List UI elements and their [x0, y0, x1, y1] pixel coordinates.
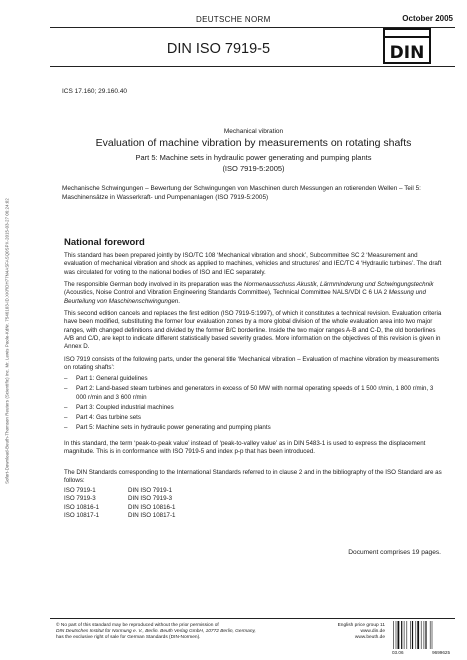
table-row: ISO 7919-3 DIN ISO 7919-3 — [64, 495, 173, 503]
table-row: ISO 10816-1 DIN ISO 10816-1 — [64, 503, 176, 511]
barcode-numbers — [392, 650, 450, 655]
responsible-body-intro: The responsible German body involved in its preparation was the — [64, 281, 244, 288]
footer-rule — [50, 618, 455, 619]
list-item: – Part 3: Coupled industrial machines — [64, 403, 174, 411]
table-row: ISO 7919-1 DIN ISO 7919-1 — [64, 487, 173, 494]
page-count: Document comprises 19 pages. — [348, 549, 441, 556]
ics-code: ICS 17.160; 29.160.40 — [62, 88, 128, 95]
part-title: Part 5: Machine sets in hydraulic power generating and pumping plants — [135, 153, 372, 162]
copyright-notice: © No part of this standard may be reproduced without the prior permission of DIN Deutsches Institut für Normung e. V., Berlin. Beuth Verlag GmbH, 10772 Berlin, Germany, has the exclusive right of sale for German Standards (DIN-Normen). — [56, 623, 256, 640]
order-number: 9699625 — [432, 650, 450, 655]
foreword-paragraph-5: In this standard, the term ‘peak-to-peak value’ instead of ‘peak-to-valley value’ as in DIN 5483-1 is used to express the displacement magnitude. This is in conformance with ISO 7919-5 and index p-p that has been introduced. — [64, 440, 426, 456]
din-logo-text: DIN — [389, 43, 425, 63]
table-row: ISO 10817-1 DIN ISO 10817-1 — [64, 511, 176, 519]
german-title: Mechanische Schwingungen – Bewertung der Schwingungen von Maschinen durch Messungen an rotierenden Wellen – Teil 5: Maschinensätze in Wasserkraft- und Pumpenanlagen (ISO 7919-5:2005) — [62, 185, 421, 201]
standard-type-label: DEUTSCHE NORM — [196, 15, 271, 24]
download-watermark — [2, 68, 12, 613]
header-bottom-rule — [50, 66, 455, 67]
barcode — [392, 621, 450, 649]
national-foreword-heading: National foreword — [64, 237, 145, 248]
beuth-url[interactable]: www.beuth.de — [354, 635, 385, 640]
edition-code: 03.06 — [392, 650, 404, 655]
din-url[interactable]: www.din.de — [360, 629, 385, 634]
iso-reference: (ISO 7919-5:2005) — [222, 164, 285, 173]
subject-heading: Mechanical vibration — [223, 128, 284, 135]
foreword-paragraph-2 — [64, 281, 445, 306]
din-logo — [383, 28, 431, 64]
list-item: – Part 1: General guidelines — [64, 375, 148, 382]
document-title: Evaluation of machine vibration by measurements on rotating shafts — [95, 137, 412, 149]
foreword-paragraph-3: This second edition cancels and replaces the first edition (ISO 7919-5:1997), of which it constitutes a technical revision. Evaluation criteria have been modified, substituting the former four evaluation zones by a more global division of the whole evaluation area into two major ranges, with changed definitions and divided by the former B/C borderline. Inside the two major ranges A-B and C-D, the old borderlines A/B and C/D, are kept to indicate different statistically based severity grades. More information on the objectives of this revision is given in Annex D. — [64, 310, 442, 351]
list-item: – Part 2: Land-based steam turbines and generators in excess of 50 MW with normal operating speeds of 1 500 r/min, 1 800 r/min, 3 000 r/min and 3 600 r/min — [64, 385, 434, 401]
download-watermark-text: Sofort-Download-Beuth-Thomson Reuters (Scientific) Inc. Mr. Lewis Poole-KdNr. 7546103-ID.XKRDH77N4ASFASQ0SPX-2015-03-27 06:24:02 — [4, 197, 10, 484]
parts-list — [64, 375, 445, 433]
list-item: – Part 4: Gas turbine sets — [64, 414, 141, 422]
committee-details: (Acoustics, Noise Control and Vibration Engineering Standards Committee), Technical Committee NALS/VDI C 6 UA 2 — [64, 289, 389, 297]
foreword-paragraph-1: This standard has been prepared jointly by ISO/TC 108 ‘Mechanical vibration and shock’, Subcommittee SC 2 ‘Measurement and evaluation of mechanical vibration and shock as applied to machines, vehicles and structures’ and IEC/TC 4 ‘Hydraulic turbines’. The draft was circulated for voting to the national bodies of ISO and IEC separately. — [64, 252, 442, 276]
committee-name-de: Normenausschuss Akustik, Lärmminderung und Schwingungstechnik — [243, 281, 434, 288]
foreword-paragraph-4: ISO 7919 consists of the following parts, under the general title ‘Mechanical vibration – Evaluation of machine vibration by measurements on rotating shafts’: — [64, 356, 440, 372]
price-info — [330, 623, 385, 641]
list-item: – Part 5: Machine sets in hydraulic power generating and pumping plants — [64, 424, 271, 432]
price-group: English price group 11 — [337, 623, 385, 628]
paragraph-end: . — [178, 297, 180, 305]
publication-date: October 2005 — [402, 14, 453, 23]
subcommittee-name-de: Messung und Beurteilung von Maschinenschwingungen — [64, 289, 426, 305]
foreword-paragraph-6: The DIN Standards corresponding to the International Standards referred to in clause 2 and in the bibliography of the ISO Standard are as follows: — [64, 469, 442, 485]
document-number: DIN ISO 7919-5 — [166, 41, 271, 57]
standards-correspondence-table — [64, 487, 175, 520]
